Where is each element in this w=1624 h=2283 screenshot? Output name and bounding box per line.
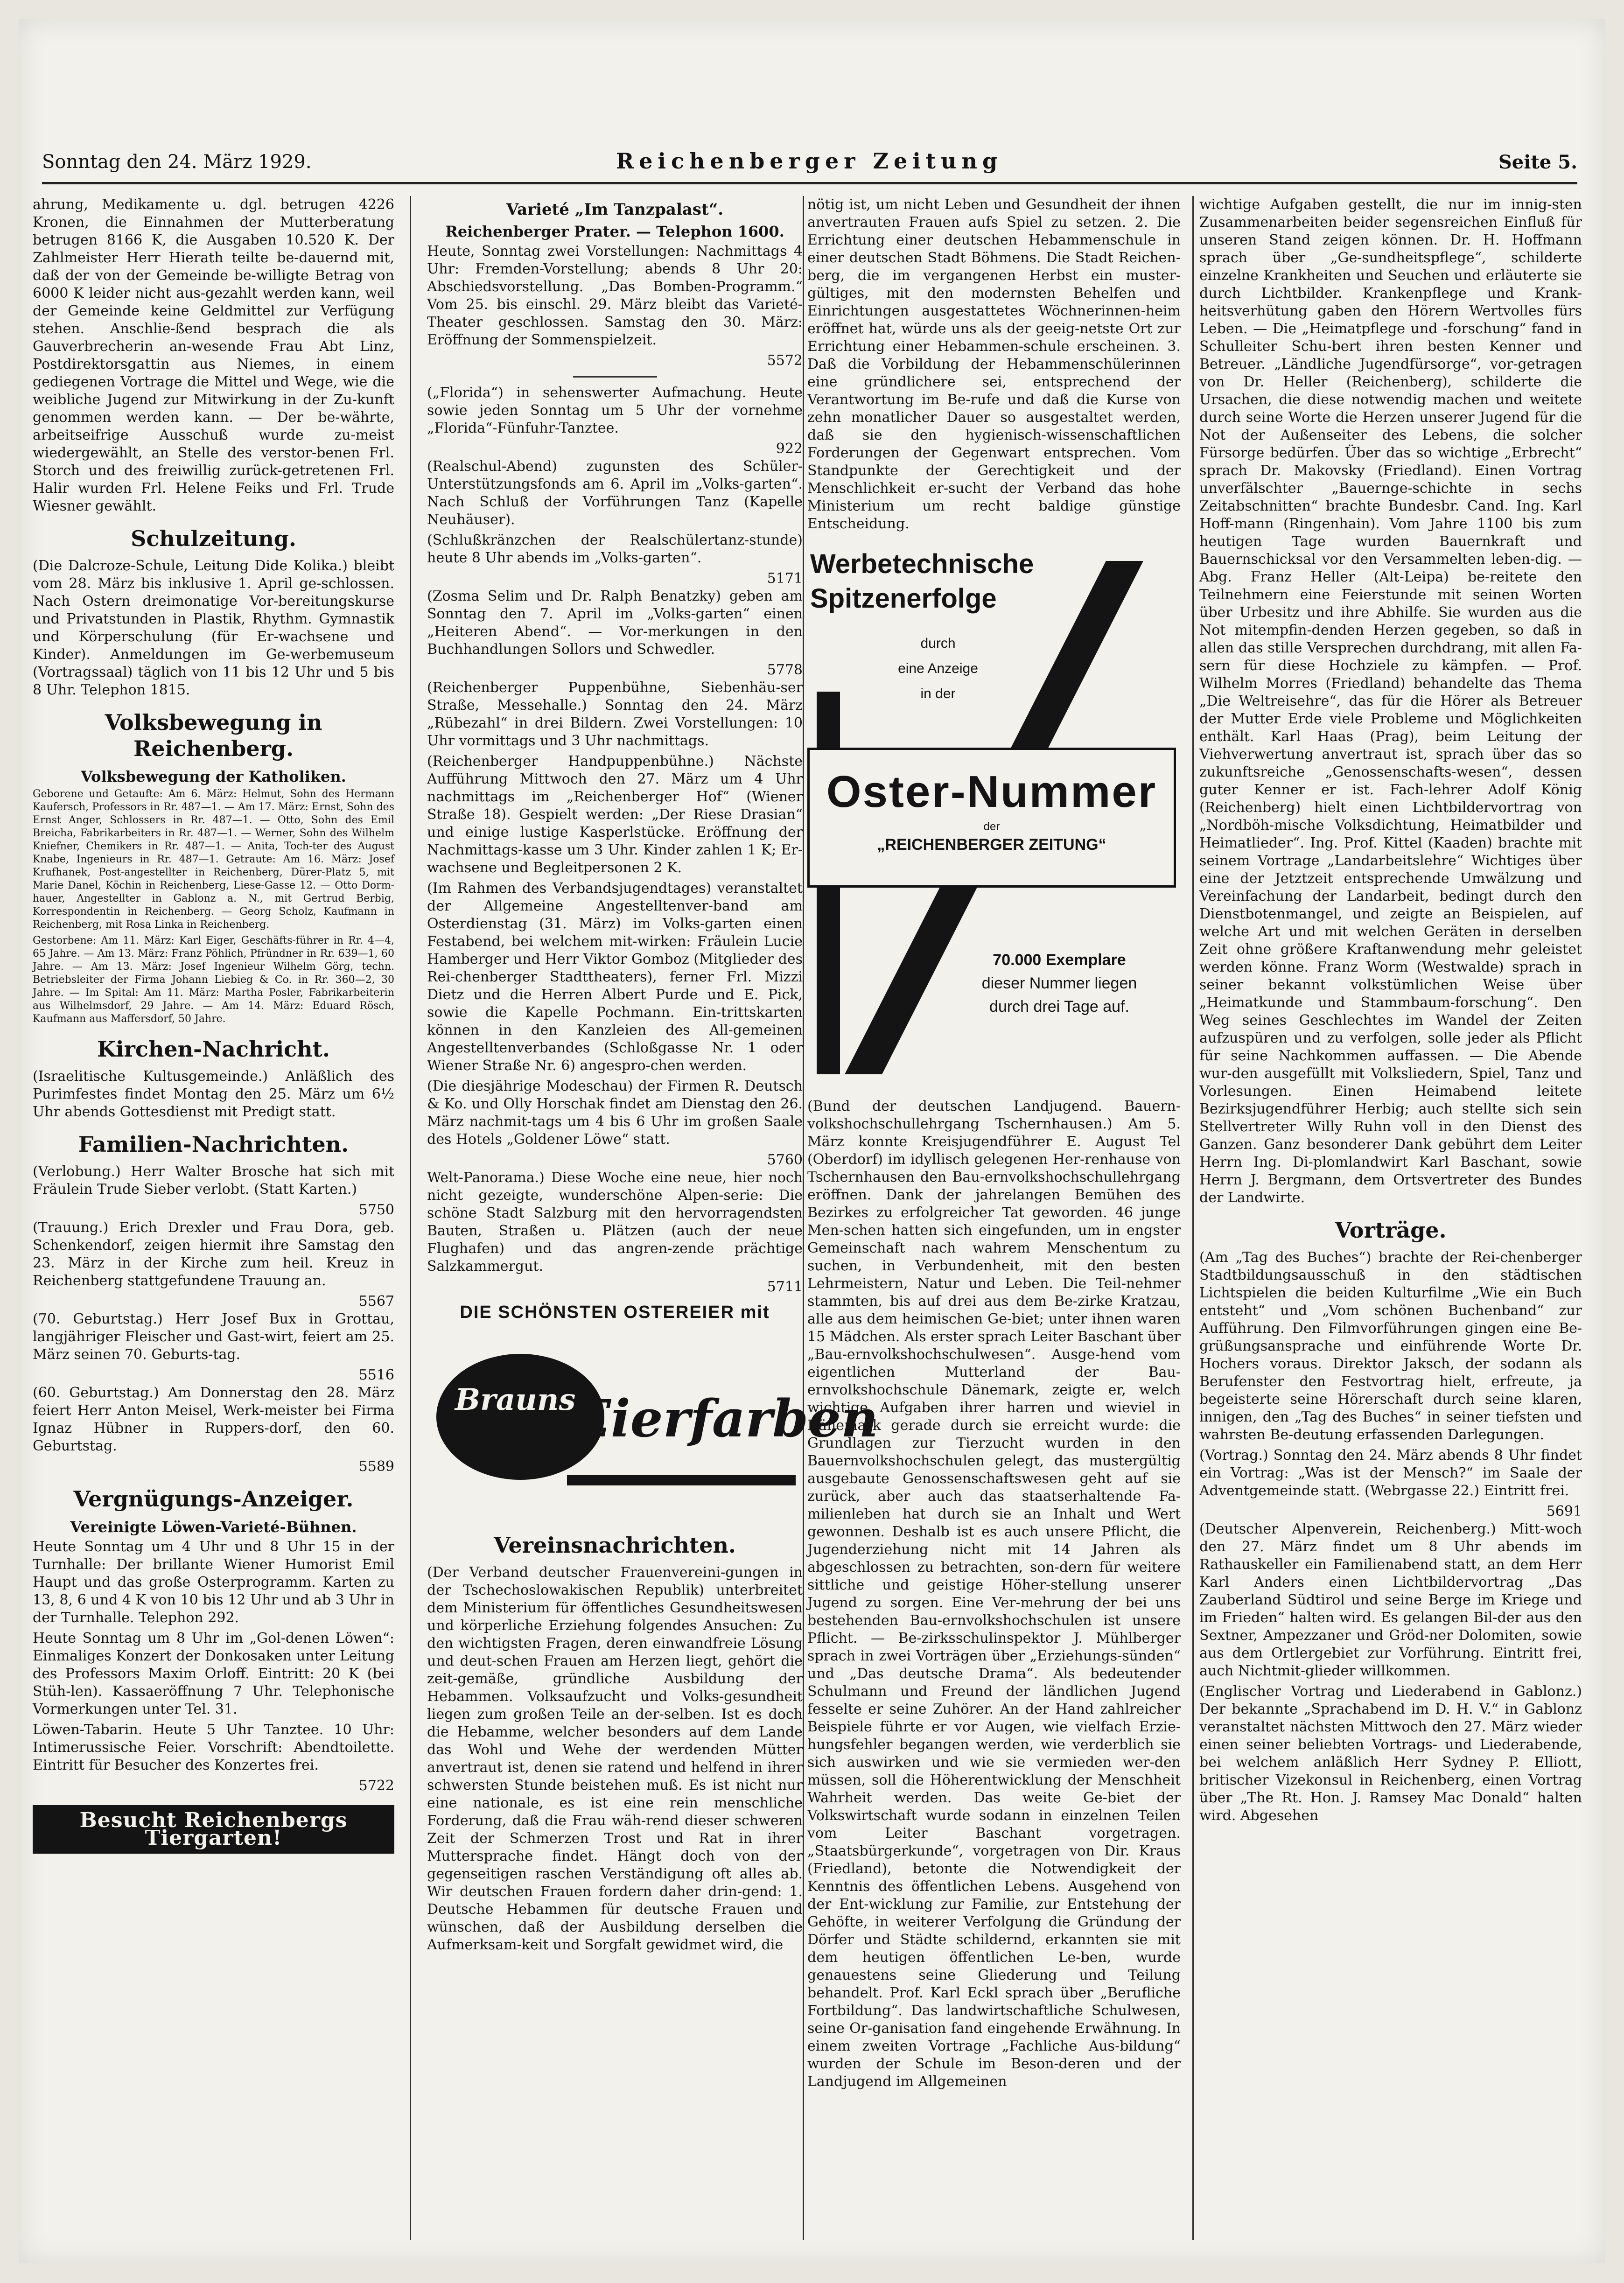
ad-title: Oster-Nummer — [826, 767, 1157, 817]
notice-text: Heute Sonntag um 8 Uhr im „Gol-denen Löwen“: Einmaliges Konzert der Donkosaken unter Leitung des Professors Maxim Orloff. Eintritt: 20 K (bei Stüh-len). Kassaeröffnung 7 Uhr. Telephonische Vormerkungen unter Tel. 31. — [33, 1630, 394, 1717]
section-subtitle: Reichenberger Prater. — Telephon 1600. — [445, 223, 784, 240]
article-text: (Englischer Vortrag und Liederabend in Gablonz.) Der bekannte „Sprachabend im D. H. V.“ in Gablonz veranstaltet nächsten Mittwoch den 27. März wieder einen seiner beliebten Vortrags- und Liederabende, bei welchem anläßlich Herr Sydney P. Elliott, britischer Vizekonsul in Reichenberg, einen Vortrag über „The Rt. Hon. J. Ramsey Mac Donald“ halten wird. Abgesehen — [1199, 1683, 1582, 1824]
column-rule — [803, 196, 804, 2240]
article-text: (Israelitische Kultusgemeinde.) Anläßlich des Purimfestes findet Montag den 25. März um 6½ Uhr abends Gottesdienst mit Predigt statt. — [33, 1068, 394, 1120]
section-title: Kirchen-Nachricht. — [97, 1036, 330, 1062]
page-number: Seite 5. — [1498, 151, 1577, 173]
article-text: (Deutscher Alpenverein, Reichenberg.) Mitt-woch den 27. März findet um 8 Uhr abends im Rathauskeller ein Familienabend statt, an dem Herr Karl Anders einen Lichtbildervortrag „Das Zauberland Südtirol und seine Berge im Kriege und im Frieden“ halten wird. Es gelangen Bil-der aus den Sextner, Ampezzaner und Gröd-ner Dolomiten, sowie aus dem Ortlergebiet zur Vorführung. Eintritt frei, auch Nichtmit-glieder willkommen. — [1199, 1521, 1582, 1679]
notice-text: (Trauung.) Erich Drexler und Frau Dora, geb. Schenkendorf, zeigen hiermit ihre Samstag den 23. März in der Kirche zum heil. Kreuz in Reichenberg stattgefundene Trauung an. — [33, 1219, 394, 1289]
zoo-banner-ad: Besucht Reichenbergs Tiergarten! — [33, 1805, 394, 1854]
notice-number: 5572 — [767, 352, 803, 369]
section-title: Familien-Nachrichten. — [78, 1132, 349, 1157]
article-text: (Am „Tag des Buches“) brachte der Rei-chenberger Stadtbildungsausschuß in den städtischen Lichtspielen die beiden Kulturfilme „Wie ein Buch entsteht“ und „Vom schönen Buchenband“ zur Aufführung. Den Filmvorführungen gingen eine Be-grüßungsansprache und einführende Worte Dr. Hochers voraus. Direktor Jaksch, der sodann als Berufenster den Festvortrag hielt, erfreute, ja begeisterte seine Hörerschaft durch seine klaren, innigen, den „Tag des Buches“ in seiner tiefsten und wahrsten Be-deutung erfassenden Darlegungen. — [1199, 1249, 1582, 1443]
notice-number: 5778 — [767, 662, 803, 678]
page-header — [42, 145, 1577, 184]
easter-egg-dye-ad — [427, 1303, 878, 1522]
notice-text: (Reichenberger Handpuppenbühne.) Nächste Aufführung Mittwoch den 27. März um 4 Uhr nachmittags im „Reichenberger Hof“ (Wiener Straße 18). Gespielt werden: „Der Riese Drasian“ und einige lustige Kasperlstücke. Eröffnung der Nachmittags-kasse um 3 Uhr. Kinder zahlen 1 K; Er-wachsene und Begleitpersonen 2 K. — [427, 753, 803, 876]
article-text: ahrung, Medikamente u. dgl. betrugen 4226 Kronen, die Einnahmen der Mutterberatung betrugen 8166 K, die Ausgaben 10.520 K. Der Zahlmeister Herr Hierath teilte be-dauernd mit, daß der von der Gemeinde be-willigte Betrag von 6000 K leider nicht aus-gezahlt werden kann, weil der Gemeinde keine Geldmittel zur Verfügung stehen. Anschlie-ßend besprach die als Gauverbrecherin an-wesende Frau Abt Linz, Postdirektorsgattin aus Niemes, in einem gediegenen Vortrage die Mittel und Wege, wie die weibliche Jugend zur Mitwirkung in der Zu-kunft genommen werden kann. — Der be-währte, arbeitseifrige Ausschuß wurde zu-meist wiedergewählt, an Stelle des verstor-benen Frl. Storch und des freiwillig zurück-getretenen Frl. Halir wurden Frl. Helene Feiks und Frl. Trude Wiesner gewählt. — [33, 196, 394, 514]
article-text: (Bund der deutschen Landjugend. Bauern-volkshochschullehrgang Tschernhausen.) Am 5. März konnte Kreisjugendführer E. August Tel (Oberdorf) im idyllisch gelegenen Her-renhause von Tschernhausen den Bau-ernvolkshochschullehrgang eröffnen. Dank der jahrelangen Bemühen des Bezirkes zu erfolgreicher Tat geworden. 46 junge Men-schen hatten sich eingefunden, um in engster Gemeinschaft nach wahrem Menschentum zu suchen, in Verbundenheit, mit den besten Lehrmeistern, Natur und Leben. Die Teil-nehmer stammten, bis auf drei aus dem Be-zirke Kratzau, alle aus dem heimischen Ge-biet; unter ihnen waren 15 Mädchen. Als erster sprach Leiter Baschant über „Bau-ernvolkshochschulwesen“. Ausge-hend vom eigentlichen Mutterland der Bau-ernvolkshochschule Dänemark, zeigte er, welch wichtige Aufgaben ihrer harren und wieviel in Dänemark gerade durch sie erreicht wurde: die Grundlagen zur Tierzucht wurden in den Bauernvolkshochschulen gelegt, das mustergültig ausgebaute Genossenschaftswesen geht auf sie zurück, aber auch das staatserhaltende Fa-milienleben hat durch sie an Inhalt und Wert gewonnen. Deshalb ist es auch unsere Pflicht, die Jugenderziehung nicht mit 14 Jahren als abgeschlossen zu betrachten, son-dern für weitere sittliche und geistige Höher-stellung unserer Jugend zu sorgen. Eine Ver-mehrung der bei uns bestehenden Bau-ernvolkshochschulen ist unsere Pflicht. — Be-zirksschulinspektor J. Mühlberger sprach in zwei Vorträgen über „Erziehungs-sünden“ und „Das deutsche Drama“. Als bedeutender Schulmann und Freund der ländlichen Jugend fesselte er seine Zuhörer. An der Hand zahlreicher Beispiele führte er vor Augen, wie vielfach Erzie-hungsfehler begangen werden, wie verderblich sie sich auswirken und wie sie vermieden wer-den müssen, soll die Höherentwicklung der Menschheit Wahrheit werden. Das weite Ge-biet der Volkswirtschaft wurde sodann in einzelnen Teilen vom Leiter Baschant vorgetragen. „Staatsbürgerkunde“, vorgetragen von Dir. Kraus (Friedland), betonte die Notwendigkeit der Kenntnis des öffentlichen Lebens. Ausgehend von der Ent-wicklung zur Familie, zur Entstehung der Gehöfte, in weiterer Verfolgung die Gründung der Dörfer und Städte schildernd, erkannten sie mit dem heutigen öffentlichen Le-ben, wurde genauestens seine Gliederung und Teilung behandelt. Prof. Karl Eckl sprach über „Berufliche Fortbildung“. Das landwirtschaftliche Schulwesen, seine Or-ganisation fand eingehende Erwähnung. In einem zweiten Vortrage „Fachliche Aus-bildung“ wurden der Schule im Beson-deren und der Landjugend im Allgemeinen — [807, 1098, 1181, 2090]
notice-number: 5750 — [358, 1202, 394, 1218]
column-4 — [1199, 196, 1582, 2240]
column-rule — [1192, 196, 1194, 2240]
notice-text: (Die diesjährige Modeschau) der Firmen R. Deutsch & Ko. und Olly Horschak findet am Dienstag den 26. März nachmit-tags um 4 bis 6 Uhr im großen Saale des Hotels „Goldener Löwe“ statt. — [427, 1078, 803, 1148]
article-text: (Vortrag.) Sonntag den 24. März abends 8 Uhr findet ein Vortrag: „Was ist der Mensch?“ im Saale der Adventgemeinde statt. (Webrgasse 22.) Eintritt frei. — [1199, 1447, 1582, 1499]
article-text: (Der Verband deutscher Frauenvereini-gungen in der Tschechoslowakischen Republik) unterbreitet dem Ministerium für öffentliches Gesundheitswesen und körperliche Erziehung folgendes Ansuchen: Zu den wichtigsten Fragen, deren einwandfreie Lösung und deut-schen Frauen am Herzen liegt, gehört die zeit-gemäße, gründliche Ausbildung der Hebammen. Volksaufzucht und Volks-gesundheit liegen zum großen Teile an der-selben. Ist es doch die Hebamme, welcher besonders auf dem Lande das Wohl und Wehe der werdenden Mütter anvertraut ist, denen sie ratend und helfend in ihrer schwersten Stunde beistehen muß. Es ist nicht nur eine nationale, es ist eine rein menschliche Forderung, daß die Frau wäh-rend dieser schweren Zeit der Schmerzen Trost und Rat in ihrer Muttersprache findet. Hängt doch von der gegenseitigen raschen Verständigung oft alles ab. Wir deutschen Frauen fordern daher drin-gend: 1. Deutsche Hebammen für deutsche Frauen und wünschen, daß der Ausbildung derselben die Aufmerksam-keit und Sorgfalt gewidmet wird, die — [427, 1564, 803, 1953]
notice-number: 5711 — [767, 1279, 803, 1295]
section-subtitle: Volksbewegung der Katholiken. — [81, 768, 346, 785]
section-title: Vorträge. — [1335, 1218, 1447, 1243]
section-title: Volksbewegung in Reichenberg. — [105, 710, 322, 761]
ad-midtext: durch eine Anzeige in der — [898, 636, 978, 701]
ad-paper-name: „REICHENBERGER ZEITUNG“ — [877, 836, 1106, 854]
section-title: Schulzeitung. — [131, 526, 296, 551]
notice-text: Heute, Sonntag zwei Vorstellungen: Nachmittags 4 Uhr: Fremden-Vorstellung; abends 8 Uhr 20: Abschiedsvorstellung. „Das Bomben-Programm.“ Vom 25. bis einschl. 29. März bleibt das Varieté-Theater geschlossen. Samstag den 30. März: Eröffnung der Sommenspielzeit. — [427, 243, 803, 348]
notice-number: 5516 — [358, 1367, 394, 1383]
notice-text: (Reichenberger Puppenbühne, Siebenhäu-ser Straße, Messehalle.) Sonntag den 24. März „Rübezahl“ in drei Bildern. Zwei Vorstellungen: 10 Uhr vormittags und 3 Uhr nachmittags. — [427, 679, 803, 749]
notice-text: Welt-Panorama.) Diese Woche eine neue, hier noch nicht gezeigte, wunderschöne Alpen-serie: Die schöne Stadt Salzburg mit den hervorragendsten Bauten, Straßen u. Plätzen (auch der neue Flughafen) und das angren-zende prächtige Salzkammergut. — [427, 1170, 803, 1275]
notice-text: (Im Rahmen des Verbandsjugendtages) veranstaltet der Allgemeine Angestelltenver-band am Osterdienstag (31. März) im Volks-garten einen Festabend, bei welchem mit-wirken: Fräulein Lucie Hamberger und Herr Viktor Gomboz (Mitglieder des Rei-chenberger Stadttheaters), ferner Frl. Mizzi Dietz und die Herren Albert Purde und E. Pick, sowie die Kapelle Pochmann. Ein-trittskarten können in den Kanzleien des All-gemeinen Angestelltenverbandes (Schloßgasse Nr. 1 oder Wiener Straße Nr. 6) angespro-chen werden. — [427, 880, 803, 1074]
ad-title-box — [807, 748, 1176, 888]
section-title: Vereinsnachrichten. — [494, 1533, 736, 1558]
notice-number: 922 — [776, 441, 803, 457]
easter-issue-ad — [807, 542, 1181, 1088]
ad-headline: Werbetechnische Spitzenerfolge — [810, 549, 1034, 614]
issue-date: Sonntag den 24. März 1929. — [42, 151, 312, 173]
notice-text: (Zosma Selim und Dr. Ralph Benatzky) geben am Sonntag den 7. April im „Volks-garten“ einen „Heiteren Abend“. — Vor-merkungen in den Buchhandlungen Sollors und Schwedler. — [427, 588, 803, 658]
notice-text: (Realschul-Abend) zugunsten des Schüler-Unterstützungsfonds am 6. April im „Volks-garten“. Nach Schluß der Vorführungen Tanz (Kapelle Neuhäuser). — [427, 458, 803, 528]
notice-text: (60. Geburtstag.) Am Donnerstag den 28. März feiert Herr Anton Meisel, Werk-meister bei Firma Ignaz Hübner in Ruppers-dorf, den 60. Geburtstag. — [33, 1385, 394, 1454]
ad-headline: DIE SCHÖNSTEN OSTEREIER mit — [460, 1303, 770, 1322]
separator — [573, 376, 657, 378]
masthead: Reichenberger Zeitung — [616, 148, 1003, 174]
notice-number: 5589 — [358, 1458, 394, 1475]
ad-underline — [567, 1475, 796, 1485]
article-text: wichtige Aufgaben gestellt, die nur im innig-sten Zusammenarbeiten beider segensreichen Einfluß für unseren Stand zeigen können. Dr. H. Hoffmann sprach über „Ge-sundheitspflege“, schilderte einzelne Krankheiten und Seuchen und erläuterte sie durch Lichtbilder. Krankenpflege und Krank-heitsverhütung gaben den Hörern Wertvolles fürs Leben. — Die „Heimatpflege und -forschung“ fand in Schulleiter Schu-bert ihren besten Kenner und Betreuer. „Ländliche Jugendfürsorge“, vor-getragen von Dr. Heller (Reichenberg), schilderte die Ursachen, die diese notwendig machen und weitete durch seine Worte die Herzen unserer Jugend für die Not der Außenseiter des Lebens, die solcher Fürsorge bedürfen. Über das so wichtige „Erbrecht“ sprach Dr. Makovsky (Friedland). Einen Vortrag unverfälschter „Bauernge-schichte in sechs Zeitabschnitten“ brachte Bundesbr. Cand. Ing. Karl Hoff-mann (Ringenhain). Vom Jahre 1100 bis zum heutigen Tage wurden Bauernkraft und Bauernschicksal vor den Versammelten leben-dig. — Abg. Franz Heller (Alt-Leipa) be-reitete den Teilnehmern eine Feierstunde mit seinen Worten über Urbesitz und ihre Abhilfe. Sie wurden aus die Not mitempfin-denden Herzen gegeben, so daß in allen das stille Versprechen durchdrang, mit allen Fa-sern für diese Hochziele zu kämpfen. — Prof. Wilhelm Morres (Friedland) behandelte das Thema „Die Weltreisehre“, das für die Hörer als Betreuer der Mutter Erde viele Probleme und Möglichkeiten enthält. Karl Haas (Prag), beim Leitung der Viehverwertung anvertraut ist, sprach über das so zukunftsreiche „Genossenschafts-wesen“, dessen guter Kenner er ist. Fach-lehrer Adolf König (Reichenberg) hielt einen Lichtbildervortrag von „Nordböh-mische Volksdichtung, Heimatbilder und Heimatlieder“. Ing. Prof. Kittel (Kaaden) brachte mit seinem Vortrage „Landarbeitslehre“ Wichtiges über eine der Jetztzeit entsprechende Umwälzung und Vereinfachung der Landarbeit, bedingt durch den Dienstbotenmangel, und zeigte an Beispielen, auf welche Art und mit welchen Geräten in derselben Zeit ohne größere Kraftanwendung mehr geleistet werden könne. Franz Worm (Westwalde) sprach in seiner bekannt volkstümlichen Weise über „Heimatkunde und Stammbaum-forschung“. Den Weg seines Geschlechtes im Wandel der Zeiten aufzuspüren und zu verfolgen, solle jeder als Pflicht für seine Nachkommen auffassen. — Die Abende wur-den ausgefüllt mit Volksliedern, Spiel, Tanz und Vorlesungen. Einen Heimabend leitete Bezirksjugendführer Herbig; auch stellte sich sein Stellvertreter Willy Ruhn voll in den Dienst des Ganzen. Ganz besonderer Dank gebührt dem Leiter Herrn Ing. Di-plomlandwirt Karl Baschant, sowie Herrn J. Bergmann, dem Ortsvertreter des Bundes der Landwirte. — [1199, 196, 1582, 1206]
ad-der: der — [983, 820, 1000, 833]
notice-number: 5722 — [358, 1778, 394, 1794]
notice-number: 5567 — [358, 1293, 394, 1310]
column-1 — [33, 196, 394, 2240]
ad-logo — [427, 1326, 878, 1522]
column-rule — [410, 196, 411, 2240]
registry-text: Geborene und Getaufte: Am 6. März: Helmut, Sohn des Hermann Kaufersch, Professors in Rr. 487—1. — Am 17. März: Ernst, Sohn des Ernst Anger, Schlossers in Rr. 487—1. — Otto, Sohn des Emil Breicha, Fabrikarbeiters in Rr. 487—1. — Werner, Sohn des Wilhelm Kniefner, Chemikers in Rr. 487—1. — Anita, Toch-ter des August Knabe, Ingenieurs in Rr. 487—1. Getraute: Am 16. März: Josef Krufhanek, Post-angestellter in Reichenberg, Dürer-Platz 5, mit Marie Danel, Köchin in Reichenberg, Liese-Gasse 12. — Otto Dorm-hauer, Angestellter in Gablonz a. N., mit Gertrud Berbig, Korrespondentin in Reichenberg. — Georg Scholz, Kaufmann in Reichenberg, mit Rosa Linka in Reichenberg. — [33, 788, 394, 931]
column-2 — [427, 196, 878, 2240]
notice-text: (Verlobung.) Herr Walter Brosche hat sich mit Fräulein Trude Sieber verlobt. (Statt Karten.) — [33, 1163, 394, 1198]
newspaper-page — [19, 19, 1605, 2263]
article-text: nötig ist, um nicht Leben und Gesundheit der ihnen anvertrauten Frauen aufs Spiel zu setzen. 2. Die Errichtung einer deutschen Hebammenschule in einer deutschen Stadt Böhmens. Die Stadt Reichen-berg, die im vergangenen Herbst ein muster-gültiges, mit den modernsten Behelfen und Einrichtungen ausgestattetes Wöchnerinnen-heim eröffnet hat, würde uns als der geeig-netste Ort zur Errichtung einer Hebammen-schule erscheinen. 3. Daß die Vorbildung der Hebammenschülerinnen eine gründlichere sei, entsprechend der Verantwortung im Be-rufe und daß die Kurse von zehn monatlicher Dauer so ausgestaltet werden, daß sie den hygienisch-wissenschaftlichen Forderungen der Gegenwart entsprechen. Vom Standpunkte der Gerechtigkeit und der Menschlichkeit er-sucht der Verband das hohe Ministerium um recht baldige günstige Entscheidung. — [807, 196, 1181, 532]
ad-product: Eierfarben — [572, 1388, 878, 1449]
section-title: Vergnügungs-Anzeiger. — [73, 1486, 354, 1512]
section-subtitle: Vereinigte Löwen-Varieté-Bühnen. — [70, 1518, 357, 1536]
notice-text: Heute Sonntag um 4 Uhr und 8 Uhr 15 in der Turnhalle: Der brillante Wiener Humorist Emil Haupt und das große Osterprogramm. Karten zu 13, 8, 6 und 4 K von 10 bis 12 Uhr und ab 3 Uhr in der Turnhalle. Telephon 292. — [33, 1539, 394, 1626]
notice-text: („Florida“) in sehenswerter Aufmachung. Heute sowie jeden Sonntag um 5 Uhr der vornehme „Florida“-Fünfuhr-Tanztee. — [427, 385, 803, 436]
ad-circulation: 70.000 Exemplare dieser Nummer liegen durch drei Tage auf. — [981, 951, 1137, 1015]
notice-number: 5691 — [1546, 1503, 1582, 1520]
notice-text: (Schlußkränzchen der Realschülertanz-stunde) heute 8 Uhr abends im „Volks-garten“. — [427, 532, 803, 566]
section-title: Varieté „Im Tanzpalast“. — [506, 200, 724, 219]
notice-number: 5760 — [767, 1152, 803, 1168]
column-3 — [807, 196, 1181, 2240]
notice-text: Löwen-Tabarin. Heute 5 Uhr Tanztee. 10 Uhr: Intimerussische Feier. Vorschrift: Abendtoilette. Eintritt für Besucher des Konzertes frei. — [33, 1722, 394, 1773]
notice-text: (70. Geburtstag.) Herr Josef Bux in Grottau, langjähriger Fleischer und Gast-wirt, feiert am 25. März seinen 70. Geburts-tag. — [33, 1311, 394, 1363]
ad-brand: Brauns — [455, 1382, 576, 1417]
registry-text: Gestorbene: Am 11. März: Karl Eiger, Geschäfts-führer in Rr. 4—4, 65 Jahre. — Am 13. März: Franz Pöhlich, Pfründner in Rr. 639—1, 60 Jahre. — Am 13. März: Josef Ingenieur Wilhelm Görg, techn. Betriebsleiter der Firma Johann Liebieg & Co. in Rr. 360—2, 30 Jahre. — Im Spital: Am 11. März: Martha Posler, Fabrikarbeiterin aus Wilhelmsdorf, 29 Jahre. — Am 14. März: Eduard Rösch, Kaufmann aus Maffersdorf, 50 Jahre. — [33, 935, 394, 1025]
notice-number: 5171 — [767, 570, 803, 587]
article-text: (Die Dalcroze-Schule, Leitung Dide Kolika.) bleibt vom 28. März bis inklusive 1. April ge-schlossen. Nach Ostern dreimonatige Vor-bereitungskurse und Privatstunden in Plastik, Rhythm. Gymnastik und Körperschulung (für Er-wachsene und Kinder). Anmeldungen im Ge-werbemuseum (Vortragssaal) täglich von 11 bis 12 Uhr und 5 bis 8 Uhr. Telephon 1815. — [33, 558, 394, 698]
